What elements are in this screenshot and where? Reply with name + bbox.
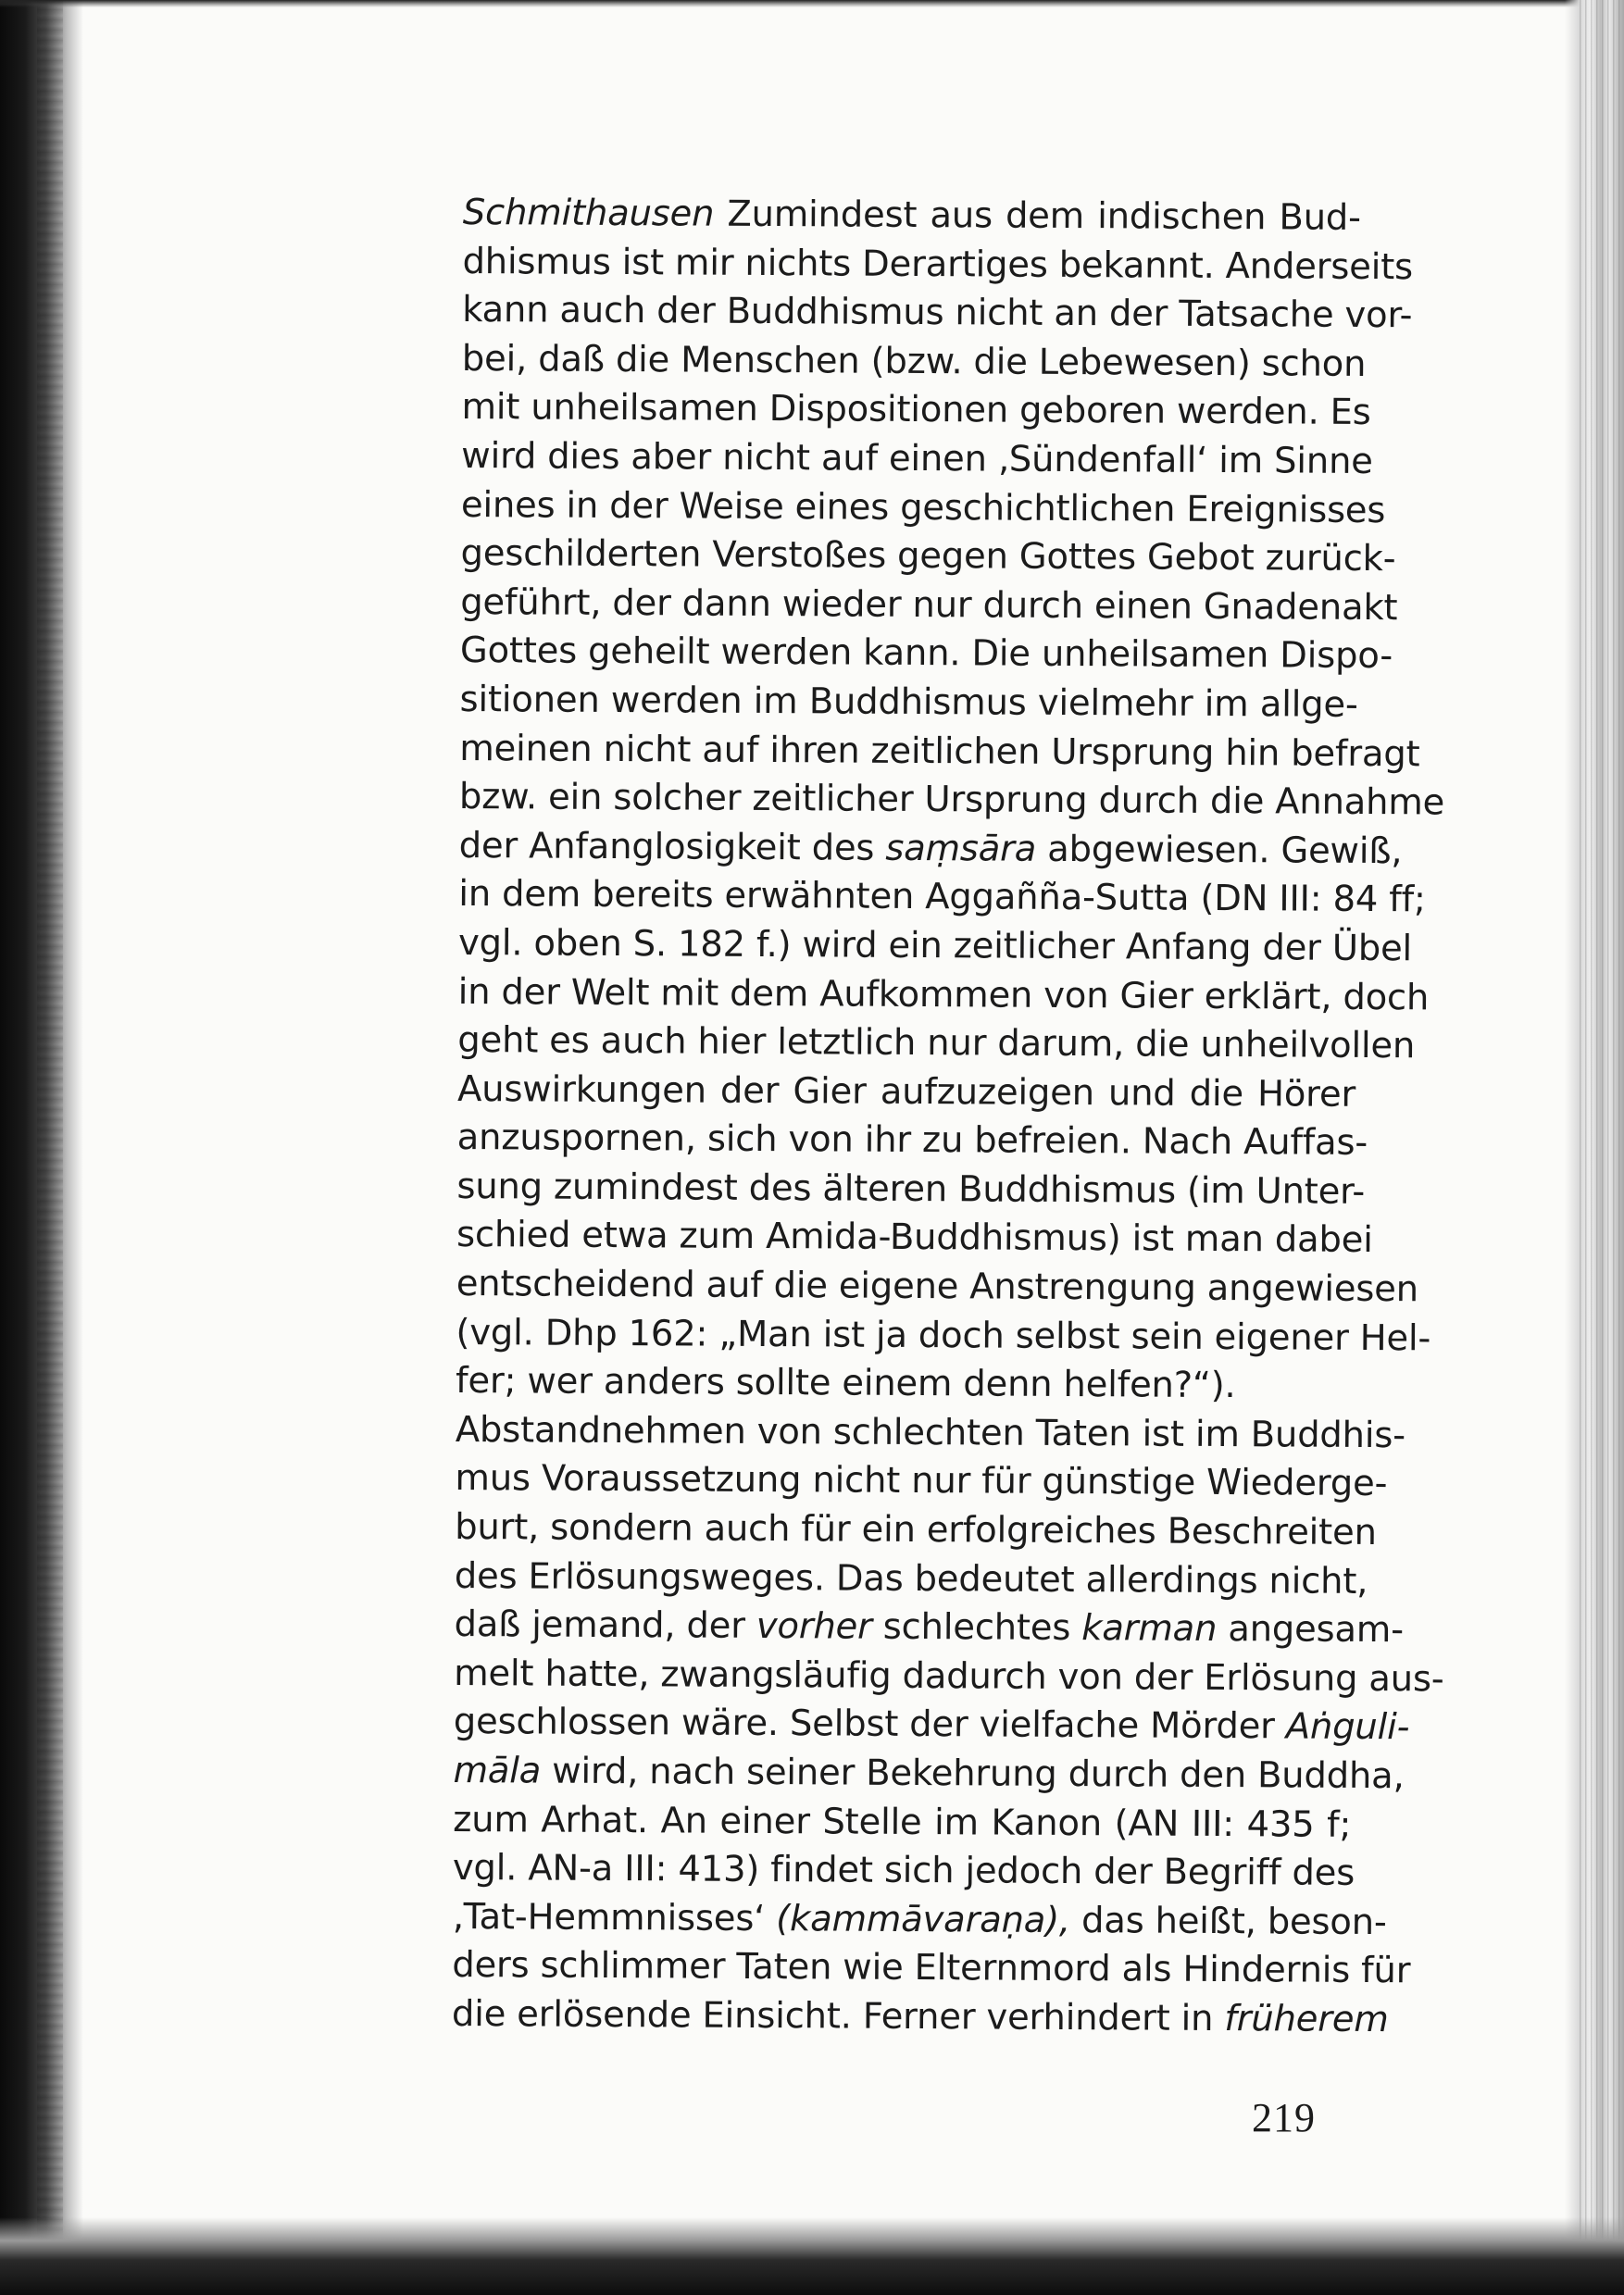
text-line	[456, 1309, 1431, 1364]
text-segment: anzuspornen, sich von ihr zu befreien. Nach Auffas-	[456, 1116, 1368, 1165]
text-segment: vgl. oben S. 182 f.) wird ein zeitlicher Anfang der Übel	[457, 921, 1413, 970]
text-segment: kann auch der Buddhismus nicht an der Tatsache vor-	[462, 289, 1413, 337]
italic-text: vorher	[756, 1605, 872, 1648]
text-segment: wird, nach seiner Bekehrung durch den Buddha,	[541, 1750, 1405, 1798]
text-segment: zum Arhat. An einer Stelle im Kanon (AN III: 435 f;	[453, 1798, 1352, 1846]
italic-text: früherem	[1224, 1998, 1389, 2041]
text-line	[456, 1114, 1368, 1168]
text-line	[461, 432, 1373, 487]
text-line	[454, 1601, 1404, 1655]
text-line	[460, 579, 1398, 633]
text-line	[457, 967, 1430, 1022]
bottom-page-edge	[0, 2217, 1624, 2295]
text-segment: schied etwa zum Amida-Buddhismus) ist man dabei	[456, 1214, 1373, 1262]
page-stack-lines	[1580, 0, 1624, 2295]
text-line	[461, 335, 1367, 390]
text-line	[462, 238, 1414, 293]
text-line	[456, 1163, 1366, 1217]
text-segment: sitionen werden im Buddhismus vielmehr im allge-	[459, 678, 1358, 726]
text-segment: bei, daß die Menschen (bzw. die Lebewesen) schon	[461, 337, 1367, 385]
text-line	[453, 1796, 1351, 1851]
text-segment: der Anfanglosigkeit des	[458, 824, 886, 869]
text-segment: das heißt, beson-	[1069, 1899, 1387, 1943]
text-line	[461, 383, 1371, 438]
italic-text: Aṅguli-	[1285, 1705, 1410, 1749]
text-segment: (vgl. Dhp 162: „Man ist ja doch selbst sein eigener Hel-	[456, 1311, 1431, 1360]
text-segment: in dem bereits erwähnten Aggañña-Sutta (DN III: 84 ff;	[458, 873, 1426, 921]
text-line	[456, 1211, 1373, 1266]
text-segment: in der Welt mit dem Aufkommen von Gier erklärt, doch	[457, 970, 1430, 1018]
text-segment: schlechtes	[871, 1605, 1082, 1650]
text-line	[456, 1357, 1354, 1412]
text-segment: wird dies aber nicht auf einen ‚Sündenfall‘ im Sinne	[461, 434, 1373, 482]
text-line	[453, 1747, 1405, 1802]
text-line	[458, 870, 1426, 925]
text-segment: mit unheilsamen Dispositionen geboren werden. Es	[461, 386, 1371, 434]
text-line	[455, 1406, 1406, 1461]
text-line	[458, 773, 1445, 828]
text-line	[456, 1260, 1418, 1315]
text-segment: geht es auch hier letztlich nur darum, die unheilvollen	[457, 1019, 1416, 1067]
text-segment: bzw. ein solcher zeitlicher Ursprung durch die Annahme	[458, 776, 1445, 824]
italic-text: Schmithausen	[462, 191, 715, 235]
text-line	[454, 1650, 1444, 1704]
text-line	[452, 1844, 1355, 1899]
text-line	[455, 1503, 1377, 1558]
text-segment: Abstandnehmen von schlechten Taten ist im Buddhis-	[455, 1408, 1406, 1457]
text-line	[457, 1017, 1416, 1071]
text-line	[460, 481, 1386, 536]
text-segment: des Erlösungsweges. Das bedeutet allerdings nicht,	[454, 1554, 1368, 1603]
text-segment: Gottes geheilt werden kann. Die unheilsamen Dispo-	[459, 630, 1393, 678]
top-page-edge	[0, 0, 1624, 7]
text-line	[457, 1066, 1355, 1120]
text-segment: angesam-	[1217, 1608, 1404, 1652]
text-line	[459, 676, 1357, 730]
spine-texture	[37, 0, 63, 2295]
text-line	[452, 1941, 1411, 1996]
text-segment: entscheidend auf die eigene Anstrengung angewiesen	[456, 1263, 1418, 1311]
text-segment: eines in der Weise eines geschichtlichen Ereignisses	[460, 483, 1386, 531]
text-line	[463, 189, 1361, 243]
text-line	[453, 1698, 1410, 1752]
italic-text: māla	[453, 1749, 542, 1792]
text-segment: geschilderten Verstoßes gegen Gottes Gebot zurück-	[460, 532, 1396, 580]
text-line	[459, 725, 1420, 780]
text-segment: abgewiesen. Gewiß,	[1035, 828, 1403, 872]
page-number: 219	[1252, 2095, 1316, 2140]
italic-text: karman	[1081, 1607, 1218, 1651]
body-text	[451, 189, 1445, 2044]
text-line	[458, 822, 1403, 877]
text-segment: ‚Tat-Hemmnisses‘	[452, 1895, 777, 1940]
text-segment: ders schlimmer Taten wie Elternmord als Hindernis für	[452, 1944, 1411, 1992]
text-line	[451, 1990, 1389, 2045]
text-segment: dhismus ist mir nichts Derartiges bekannt. Anderseits	[462, 240, 1414, 288]
text-line	[460, 530, 1396, 584]
text-line	[452, 1893, 1387, 1948]
text-segment: geschlossen wäre. Selbst der vielfache Mörder	[453, 1701, 1286, 1748]
text-segment: burt, sondern auch für ein erfolgreiches Beschreiten	[455, 1506, 1377, 1554]
text-segment: sung zumindest des älteren Buddhismus (im Unter-	[456, 1165, 1366, 1213]
text-line	[462, 286, 1413, 341]
text-line	[454, 1553, 1368, 1607]
italic-text: (kammāvaraṇa),	[776, 1897, 1071, 1941]
text-segment: Zumindest aus dem indischen Bud-	[714, 193, 1361, 239]
text-segment: daß jemand, der	[454, 1603, 756, 1648]
text-segment: die erlösende Einsicht. Ferner verhindert in	[451, 1992, 1225, 2040]
text-segment: geführt, der dann wieder nur durch einen Gnadenakt	[460, 580, 1398, 629]
text-line	[459, 627, 1393, 681]
italic-text: saṃsāra	[885, 827, 1037, 870]
text-line	[457, 919, 1413, 974]
text-segment: mus Voraussetzung nicht nur für günstige Wiederge-	[455, 1457, 1388, 1505]
text-segment: fer; wer anders sollte einem denn helfen?“).	[455, 1360, 1236, 1407]
text-segment: meinen nicht auf ihren zeitlichen Ursprung hin befragt	[459, 727, 1420, 775]
text-segment: melt hatte, zwangsläufig dadurch von der Erlösung aus-	[454, 1652, 1444, 1701]
text-segment: vgl. AN-a III: 413) findet sich jedoch der Begriff des	[452, 1847, 1355, 1895]
text-segment: Auswirkungen der Gier aufzuzeigen und die Hörer	[456, 1067, 1356, 1116]
text-line	[455, 1454, 1388, 1509]
